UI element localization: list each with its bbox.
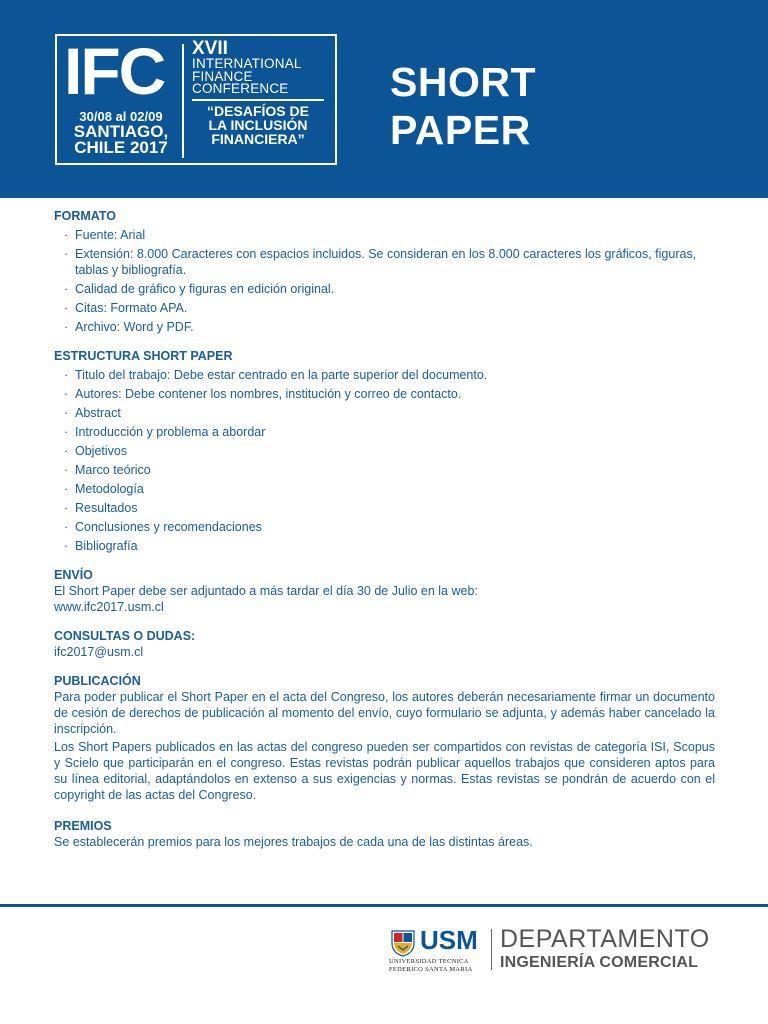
list-item: · Objetivos	[54, 443, 715, 459]
section-title-publicacion: PUBLICACIÓN	[54, 674, 141, 688]
list-item: · Archivo: Word y PDF.	[54, 319, 715, 335]
page-title-line: SHORT	[390, 59, 536, 105]
list-item: · Metodología	[54, 481, 715, 497]
usm-crest-icon	[389, 929, 417, 957]
list-item: · Titulo del trabajo: Debe estar centrado en la parte superior del documento.	[54, 367, 715, 383]
list-item: · Resultados	[54, 500, 715, 516]
page-title-line: PAPER	[390, 107, 531, 153]
usm-subtitle	[389, 958, 473, 974]
logo-conference-line: FINANCE	[192, 68, 253, 84]
logo-divider	[182, 44, 184, 158]
logo-city-line: CHILE 2017	[74, 138, 168, 157]
formato-list	[54, 227, 715, 335]
list-item: · Autores: Debe contener los nombres, institución y correo de contacto.	[54, 386, 715, 402]
list-item: · Extensión: 8.000 Caracteres con espacios incluidos. Se consideran en los 8.000 caracteres los gráficos, figuras, tablas y bibliografía.	[54, 246, 715, 278]
logo-city-line: SANTIAGO,	[73, 122, 169, 141]
footer-rule	[0, 904, 768, 907]
logo-date-range: 30/08 al 02/09	[79, 109, 163, 124]
usm-logo-text: USM	[420, 925, 478, 955]
logo-conference	[192, 40, 332, 146]
publicacion-paragraph: Los Short Papers publicados en las actas del congreso pueden ser compartidos con revistas de categoría ISI, Scopus y Scielo que participarán en el congreso. Estas revistas podrán publicar aquellos trabajos que consideren aptos para su línea editorial, adaptándolos en extenso a sus exigencias y normas. Estas revistas se pondrán de acuerdo con el copyright de las actas del Congreso.	[54, 740, 715, 802]
publicacion-paragraph: Para poder publicar el Short Paper en el acta del Congreso, los autores deberán necesariamente firmar un documento de cesión de derechos de publicación al momento del envío, cuyo formulario se adjunta, y además haber cancelado la inscripción.	[54, 690, 715, 736]
logo-ifc-text: IFC	[64, 34, 165, 108]
envio-text: El Short Paper debe ser adjuntado a más tardar el día 30 de Julio en la web:	[54, 584, 478, 598]
page-title	[390, 58, 536, 154]
list-item: · Bibliografía	[54, 538, 715, 554]
list-item: · Marco teórico	[54, 462, 715, 478]
list-item: · Fuente: Arial	[54, 227, 715, 243]
logo-conference-line: INTERNATIONAL	[192, 56, 302, 71]
list-item: · Calidad de gráfico y figuras en edición original.	[54, 281, 715, 297]
premios-text: Se establecerán premios para los mejores trabajos de cada una de las distintas áreas.	[54, 835, 533, 849]
list-item: · Citas: Formato APA.	[54, 300, 715, 316]
section-title-consultas: CONSULTAS O DUDAS:	[54, 629, 196, 643]
envio-url-link[interactable]: www.ifc2017.usm.cl	[54, 600, 164, 614]
document-body	[54, 209, 715, 850]
logo-conference-line: CONFERENCE	[192, 81, 289, 96]
logo-edition: XVII	[192, 38, 228, 59]
department-name: DEPARTAMENTO	[500, 925, 710, 953]
estructura-list	[54, 367, 715, 554]
list-item: · Abstract	[54, 405, 715, 421]
section-title-premios: PREMIOS	[54, 819, 112, 833]
usm-subtitle-line: UNIVERSIDAD TECNICA	[389, 958, 469, 965]
list-item: · Conclusiones y recomendaciones	[54, 519, 715, 535]
logo-motto-line: LA INCLUSIÓN	[208, 116, 308, 133]
ifc-logo	[55, 34, 337, 165]
section-title-estructura: ESTRUCTURA SHORT PAPER	[54, 349, 233, 363]
logo-motto-line: FINANCIERA”	[211, 130, 305, 147]
section-title-envio: ENVÍO	[54, 568, 93, 582]
contact-email-link[interactable]: ifc2017@usm.cl	[54, 645, 144, 659]
list-item: · Introducción y problema a abordar	[54, 424, 715, 440]
logo-dates	[61, 109, 181, 156]
footer-divider	[491, 929, 492, 970]
logo-motto-line: “DESAFÍOS DE	[207, 102, 309, 119]
section-title-formato: FORMATO	[54, 209, 117, 223]
header-banner	[0, 0, 768, 198]
usm-subtitle-line: FEDERICO SANTA MARIA	[389, 966, 473, 973]
department-subname: INGENIERÍA COMERCIAL	[500, 954, 699, 971]
logo-rule	[192, 99, 324, 101]
